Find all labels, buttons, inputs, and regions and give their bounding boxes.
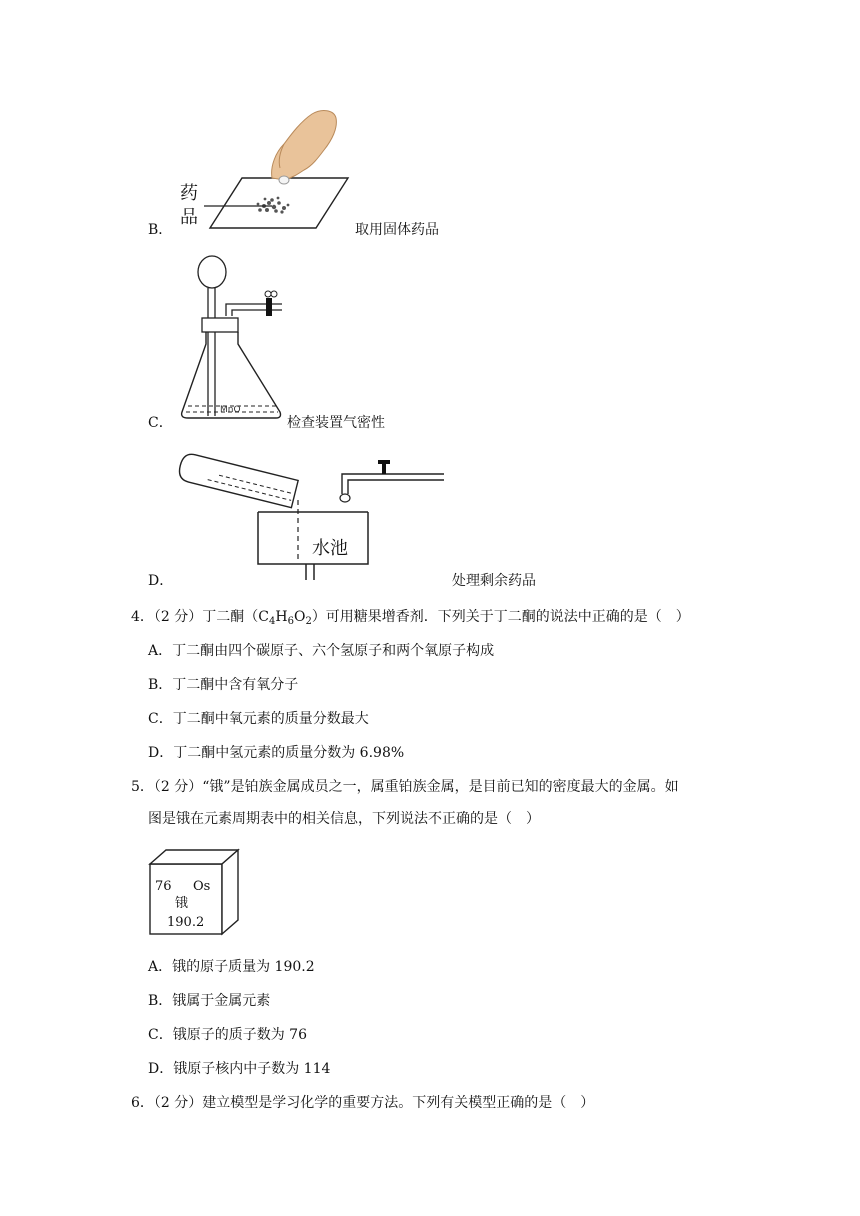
q4-option-b[interactable]: B．丁二酮中含有氧分子 <box>148 677 299 693</box>
figure-label-pin: 品 <box>180 207 198 228</box>
option-c-caption: 检查装置气密性 <box>287 415 385 431</box>
q5-option-d[interactable]: D．锇原子核内中子数为 114 <box>148 1061 331 1077</box>
q4-stem: 4．（2 分）丁二酮$(C_4H_6O_2)$可用糖果增香剂．下列关于丁二酮的说法中正确的是（ ） <box>131 609 690 627</box>
element-symbol: Os <box>193 879 211 894</box>
q5-stem-line2: 图是锇在元素周期表中的相关信息，下列说法不正确的是（ ） <box>148 811 540 827</box>
sink-label: 水池 <box>312 538 348 559</box>
q5-option-a[interactable]: A．锇的原子质量为 190.2 <box>148 959 315 975</box>
q4-option-c[interactable]: C．丁二酮中氧元素的质量分数最大 <box>148 711 369 727</box>
q6-stem: 6．（2 分）建立模型是学习化学的重要方法。下列有关模型正确的是（ ） <box>131 1095 595 1111</box>
waste-disposal-figure <box>178 452 448 582</box>
q4-option-a[interactable]: A．丁二酮由四个碳原子、六个氢原子和两个氧原子构成 <box>148 643 495 659</box>
q4-option-d[interactable]: D．丁二酮中氢元素的质量分数为 6.98% <box>148 745 405 761</box>
svg-text:MnO: MnO <box>220 405 241 415</box>
option-c-letter: C． <box>148 415 173 431</box>
option-b-letter: B． <box>148 222 173 238</box>
q5-stem-line1: 5．（2 分）“锇”是铂族金属成员之一，属重铂族金属，是目前已知的密度最大的金属。如 <box>131 779 679 795</box>
airtightness-apparatus-figure <box>178 252 290 428</box>
element-name: 锇 <box>175 896 189 911</box>
q5-option-c[interactable]: C．锇原子的质子数为 76 <box>148 1027 307 1043</box>
option-d-letter: D． <box>148 573 174 589</box>
option-b-caption: 取用固体药品 <box>355 222 439 238</box>
solid-reagent-figure <box>172 108 357 236</box>
option-d-caption: 处理剩余药品 <box>452 573 536 589</box>
element-mass: 190.2 <box>167 915 205 930</box>
q5-option-b[interactable]: B．锇属于金属元素 <box>148 993 271 1009</box>
element-number: 76 <box>155 879 172 894</box>
figure-label-yao: 药 <box>180 183 198 204</box>
